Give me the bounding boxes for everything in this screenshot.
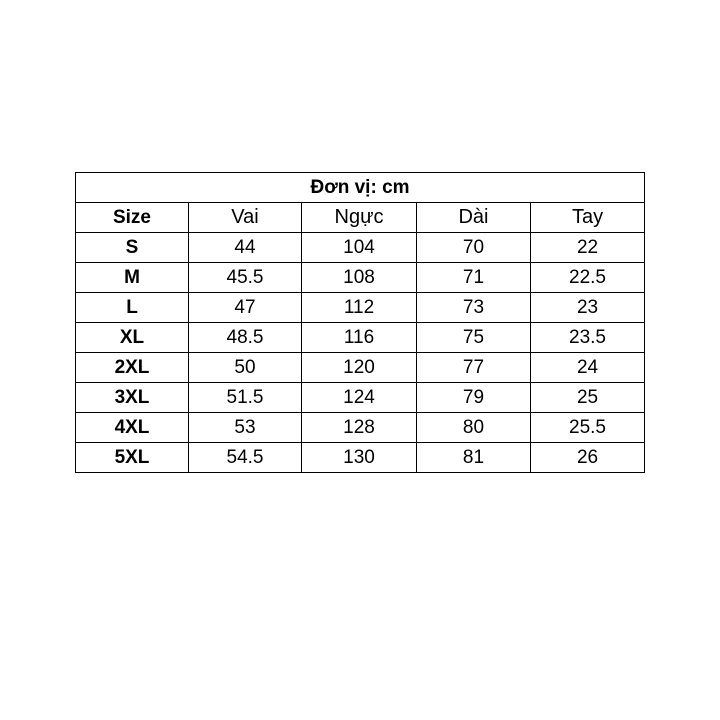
table-title-row bbox=[76, 173, 645, 203]
cell-shoulder: 51.5 bbox=[189, 383, 302, 413]
table-row bbox=[76, 323, 645, 353]
table-row bbox=[76, 263, 645, 293]
size-chart-body bbox=[76, 173, 645, 473]
cell-chest: 128 bbox=[302, 413, 417, 443]
column-header-size: Size bbox=[76, 203, 189, 233]
cell-size: 5XL bbox=[76, 443, 189, 473]
cell-sleeve: 22 bbox=[531, 233, 645, 263]
cell-size: M bbox=[76, 263, 189, 293]
column-header-shoulder: Vai bbox=[189, 203, 302, 233]
cell-chest: 108 bbox=[302, 263, 417, 293]
size-chart-table bbox=[75, 172, 645, 473]
table-row bbox=[76, 353, 645, 383]
table-header-row bbox=[76, 203, 645, 233]
cell-length: 80 bbox=[417, 413, 531, 443]
cell-sleeve: 25.5 bbox=[531, 413, 645, 443]
cell-size: 4XL bbox=[76, 413, 189, 443]
cell-sleeve: 24 bbox=[531, 353, 645, 383]
table-row bbox=[76, 413, 645, 443]
cell-chest: 104 bbox=[302, 233, 417, 263]
cell-size: 3XL bbox=[76, 383, 189, 413]
column-header-chest: Ngực bbox=[302, 203, 417, 233]
cell-length: 81 bbox=[417, 443, 531, 473]
cell-size: L bbox=[76, 293, 189, 323]
cell-sleeve: 22.5 bbox=[531, 263, 645, 293]
cell-size: XL bbox=[76, 323, 189, 353]
cell-chest: 116 bbox=[302, 323, 417, 353]
cell-sleeve: 26 bbox=[531, 443, 645, 473]
column-header-length: Dài bbox=[417, 203, 531, 233]
column-header-sleeve: Tay bbox=[531, 203, 645, 233]
cell-shoulder: 53 bbox=[189, 413, 302, 443]
cell-shoulder: 44 bbox=[189, 233, 302, 263]
cell-length: 70 bbox=[417, 233, 531, 263]
cell-size: 2XL bbox=[76, 353, 189, 383]
cell-length: 71 bbox=[417, 263, 531, 293]
cell-sleeve: 25 bbox=[531, 383, 645, 413]
cell-shoulder: 54.5 bbox=[189, 443, 302, 473]
cell-shoulder: 50 bbox=[189, 353, 302, 383]
cell-shoulder: 45.5 bbox=[189, 263, 302, 293]
table-row bbox=[76, 383, 645, 413]
cell-length: 73 bbox=[417, 293, 531, 323]
table-row bbox=[76, 443, 645, 473]
cell-chest: 120 bbox=[302, 353, 417, 383]
cell-chest: 112 bbox=[302, 293, 417, 323]
table-row bbox=[76, 293, 645, 323]
cell-length: 77 bbox=[417, 353, 531, 383]
cell-length: 79 bbox=[417, 383, 531, 413]
cell-size: S bbox=[76, 233, 189, 263]
cell-length: 75 bbox=[417, 323, 531, 353]
cell-sleeve: 23 bbox=[531, 293, 645, 323]
cell-shoulder: 47 bbox=[189, 293, 302, 323]
cell-chest: 130 bbox=[302, 443, 417, 473]
cell-shoulder: 48.5 bbox=[189, 323, 302, 353]
cell-chest: 124 bbox=[302, 383, 417, 413]
table-title: Đơn vị: cm bbox=[76, 173, 645, 203]
cell-sleeve: 23.5 bbox=[531, 323, 645, 353]
table-row bbox=[76, 233, 645, 263]
